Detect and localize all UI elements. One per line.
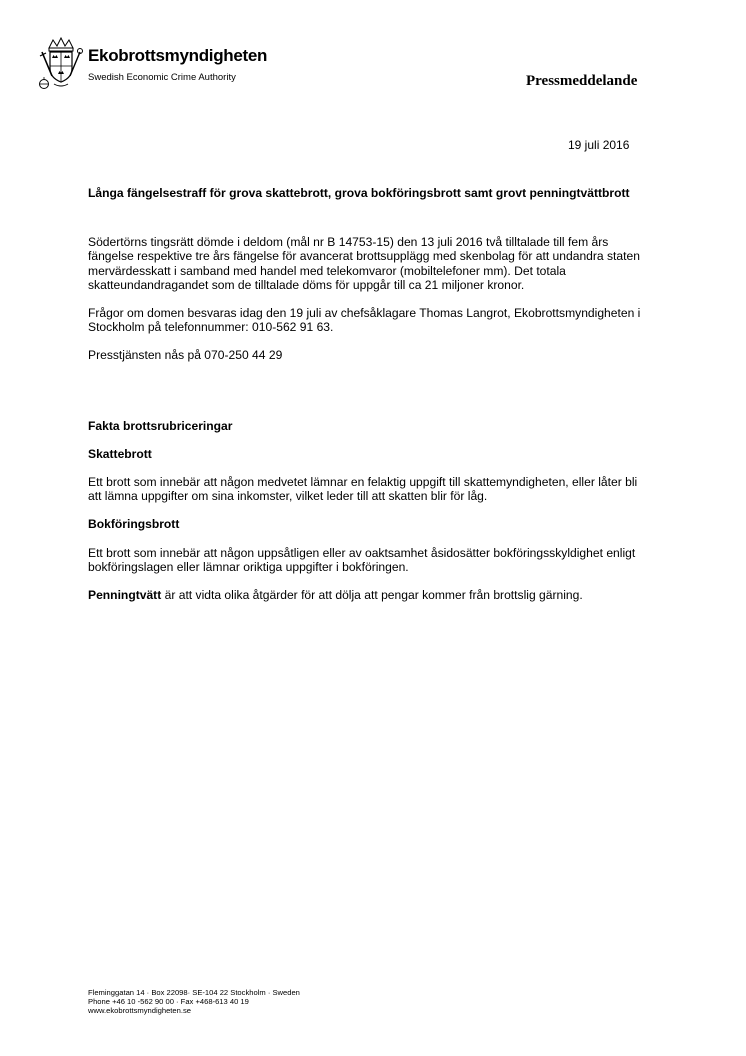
- facts-heading: Fakta brottsrubriceringar: [88, 418, 233, 433]
- footer-address: Fleminggatan 14 · Box 22098· SE-104 22 Stockholm · Sweden: [88, 988, 300, 997]
- release-date: 19 juli 2016: [568, 138, 630, 152]
- footer-web: www.ekobrottsmyndigheten.se: [88, 1006, 191, 1015]
- page-title: Långa fängelsestraff för grova skattebrott, grova bokföringsbrott samt grovt penningtvättbrott: [88, 186, 630, 200]
- coat-of-arms-icon: [36, 36, 86, 94]
- skattebrott-text: Ett brott som innebär att någon medvetet lämnar en felaktig uppgift till skattemyndigheten, eller låter bli att lämna uppgifter om sina inkomster, vilket leder till att skatten blir för låg.: [88, 475, 638, 504]
- bokforingsbrott-text: Ett brott som innebär att någon uppsåtligen eller av oaktsamhet åsidosätter bokföringsskyldighet enligt bokföringslagen eller lämnar oriktiga uppgifter i bokföringen.: [88, 545, 636, 574]
- penningtvatt-definition: [88, 588, 648, 602]
- paragraph-verdict: Södertörns tingsrätt dömde i deldom (mål nr B 14753-15) den 13 juli 2016 två tilltalade till fem års fängelse respektive tre års fängelse för avancerat brottsupplägg med skenbolag för att undandra staten mervärdesskatt i samband med handel med telekomvaror (mobiltelefoner mm). Det totala skatteundandragandet som de tilltalade döms för uppgår till ca 21 miljoner kronor.: [88, 235, 640, 292]
- logo: [36, 36, 276, 94]
- footer-phone: Phone +46 10 -562 90 00 · Fax +468-613 40 19: [88, 997, 249, 1006]
- paragraph-press-service: Presstjänsten nås på 070-250 44 29: [88, 348, 283, 363]
- skattebrott-heading: Skattebrott: [88, 446, 152, 461]
- document-type: Pressmeddelande: [526, 73, 638, 89]
- penningtvatt-term: Penningtvätt: [88, 588, 162, 603]
- footer: [88, 988, 300, 1015]
- penningtvatt-text: är att vidta olika åtgärder för att dölja att pengar kommer från brottslig gärning.: [161, 588, 583, 603]
- paragraph-contact: Frågor om domen besvaras idag den 19 juli av chefsåklagare Thomas Langrot, Ekobrottsmyndigheten i Stockholm på telefonnummer: 010-562 91 63.: [88, 306, 641, 335]
- press-release-body: [88, 186, 648, 616]
- bokforingsbrott-heading: Bokföringsbrott: [88, 517, 180, 532]
- org-name: Ekobrottsmyndigheten: [88, 46, 268, 65]
- org-subtitle: Swedish Economic Crime Authority: [88, 72, 236, 83]
